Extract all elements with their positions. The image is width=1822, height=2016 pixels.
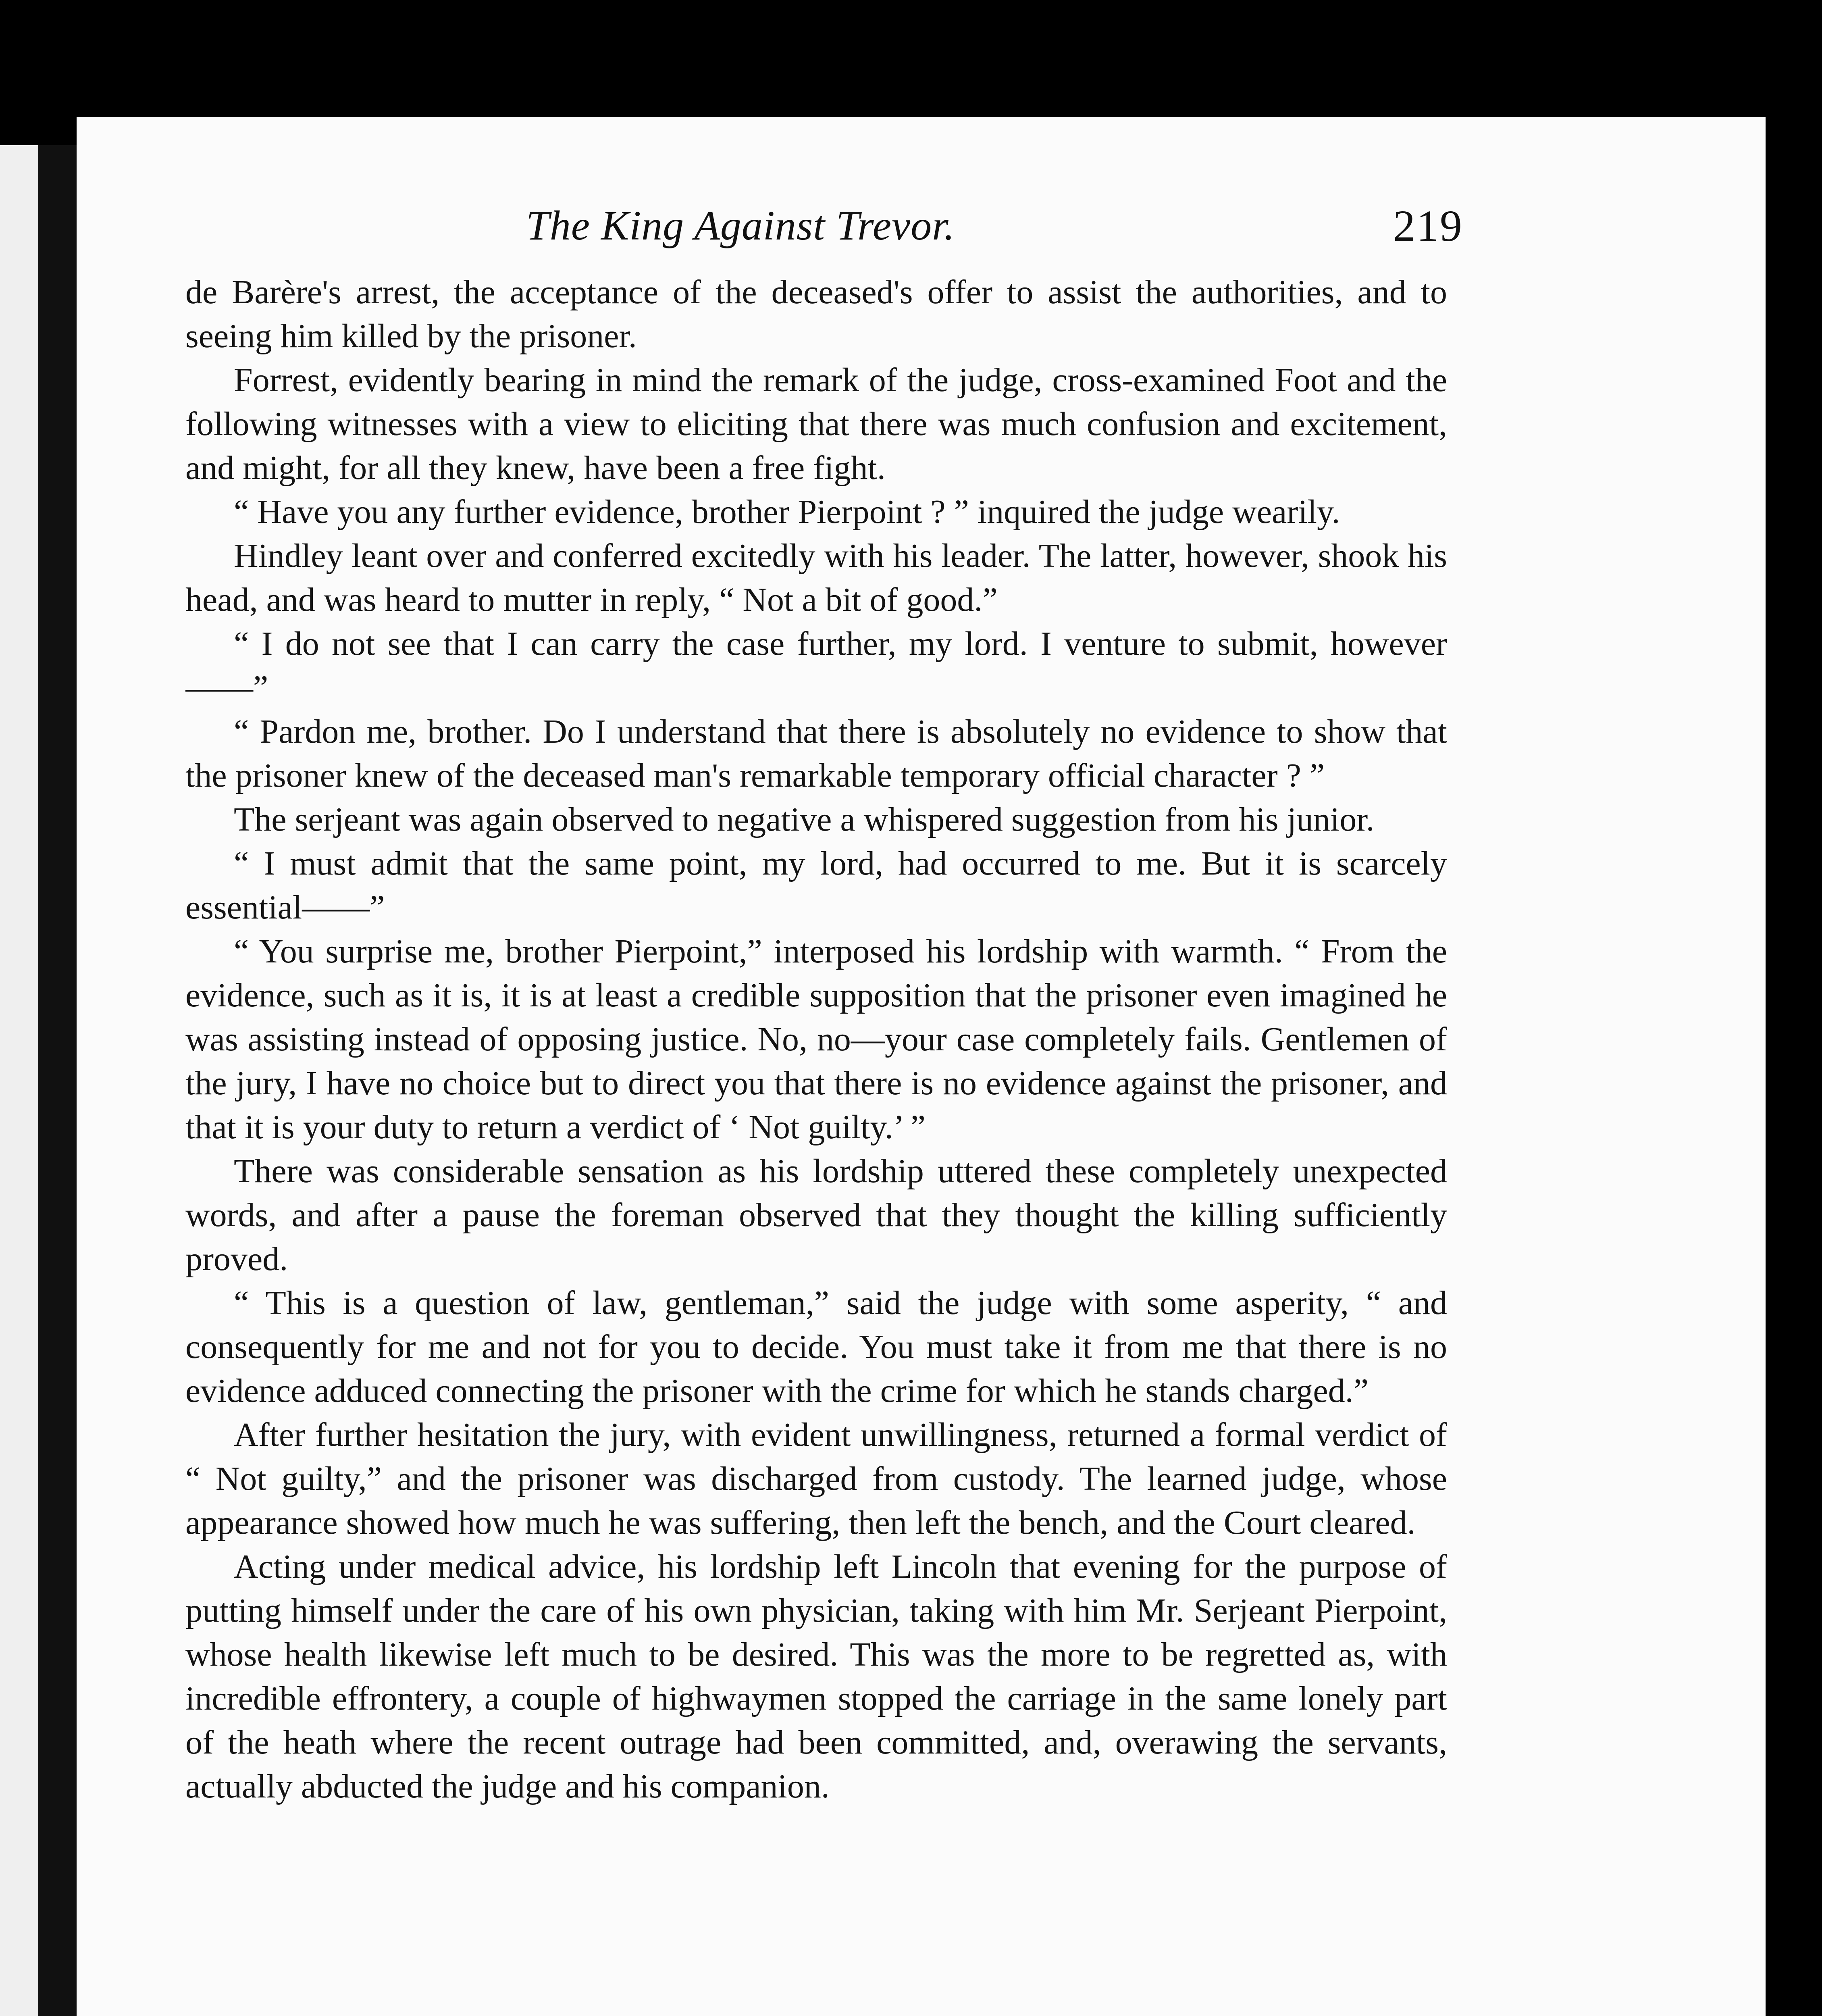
- paragraph: The serjeant was again observed to negative a whispered suggestion from his junior.: [234, 801, 1375, 838]
- paragraph: There was considerable sensation as his lordship uttered these completely unexpected words, and after a pause the foreman observed that they thought the killing sufficiently proved.: [185, 1152, 1447, 1278]
- page-header: [185, 190, 1463, 270]
- paragraph: “ I must admit that the same point, my lord, had occurred to me. But it is scarcely essential——”: [185, 845, 1447, 926]
- gutter-shadow: [38, 145, 77, 2016]
- running-title: The King Against Trevor.: [526, 202, 955, 249]
- paragraph: “ Pardon me, brother. Do I understand that there is absolutely no evidence to show that the prisoner knew of the deceased man's remarkable temporary official character ? ”: [185, 713, 1447, 794]
- paragraph: “ Have you any further evidence, brother Pierpoint ? ” inquired the judge wearily.: [234, 493, 1340, 531]
- paragraph: Forrest, evidently bearing in mind the remark of the judge, cross-examined Foot and the following witnesses with a view to eliciting that there was much confusion and excitement, and might, for all they knew, have been a free fight.: [185, 361, 1447, 487]
- page-number: 219: [1393, 201, 1463, 250]
- facing-page-edge: [0, 145, 38, 2016]
- paragraph: “ I do not see that I can carry the case further, my lord. I venture to submit, however——”: [185, 625, 1447, 706]
- paragraph: Acting under medical advice, his lordship left Lincoln that evening for the purpose of putting himself under the care of his own physician, taking with him Mr. Serjeant Pierpoint, whose health likewise left much to be desired. This was the more to be regretted as, with incredible effrontery, a couple of highwaymen stopped the carriage in the same lonely part of the heath where the recent outrage had been committed, and, overawing the servants, actually abducted the judge and his companion.: [185, 1548, 1447, 1805]
- paragraph: Hindley leant over and conferred excitedly with his leader. The latter, however, shook his head, and was heard to mutter in reply, “ Not a bit of good.”: [185, 537, 1447, 619]
- paragraph: de Barère's arrest, the acceptance of the deceased's offer to assist the authorities, and to seeing him killed by the prisoner.: [185, 273, 1447, 355]
- paragraph: “ You surprise me, brother Pierpoint,” interposed his lordship with warmth. “ From the evidence, such as it is, it is at least a credible supposition that the prisoner even imagined he was assisting instead of opposing justice. No, no—your case completely fails. Gentlemen of the jury, I have no choice but to direct you that there is no evidence against the prisoner, and that it is your duty to return a verdict of ‘ Not guilty.’ ”: [185, 933, 1447, 1146]
- body-text: [185, 270, 1447, 2016]
- paragraph: “ This is a question of law, gentleman,” said the judge with some asperity, “ and consequently for me and not for you to decide. You must take it from me that there is no evidence adduced connecting the prisoner with the crime for which he stands charged.”: [185, 1284, 1447, 1410]
- paragraph: After further hesitation the jury, with evident unwillingness, returned a formal verdict of “ Not guilty,” and the prisoner was discharged from custody. The learned judge, whose appearance showed how much he was suffering, then left the bench, and the Court cleared.: [185, 1416, 1447, 1541]
